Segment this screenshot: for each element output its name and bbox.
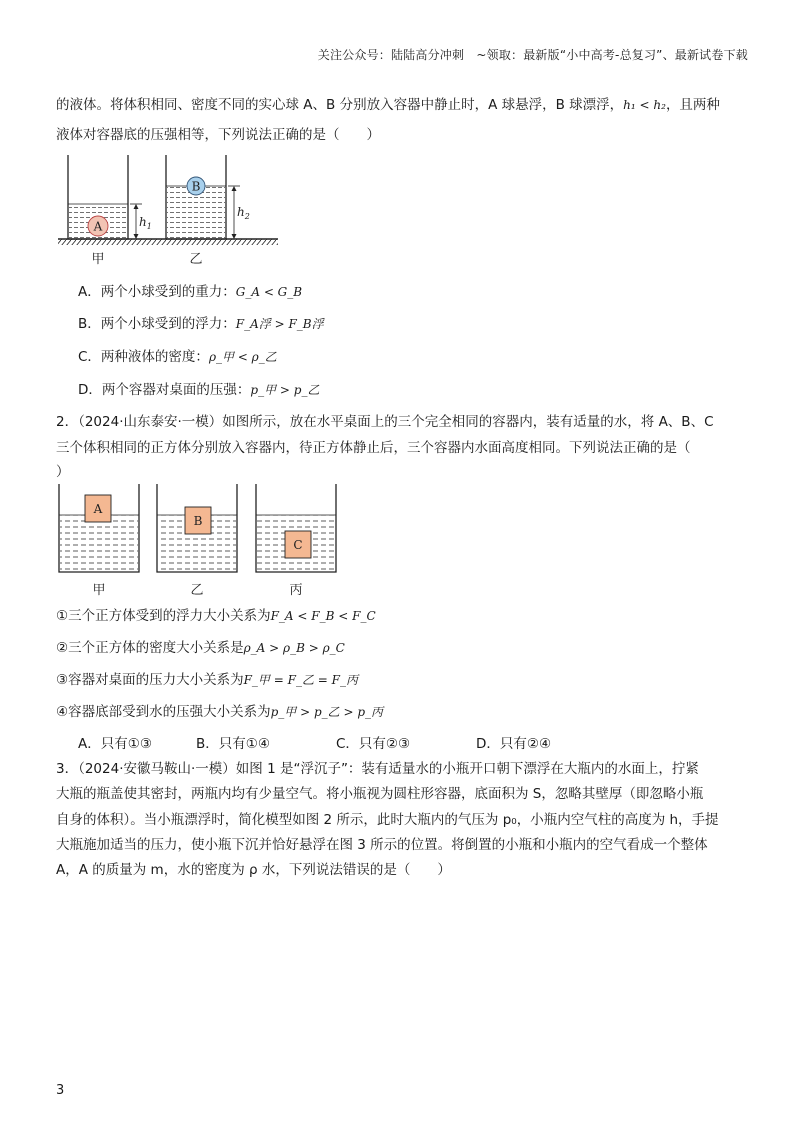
q1-option-b: B．两个小球受到的浮力：F_A浮 > F_B浮 [78, 316, 324, 332]
q3-line-5: A，A 的质量为 m，水的密度为 ρ 水，下列说法错误的是（ ） [56, 862, 451, 878]
q2-label-yi: 乙 [190, 583, 204, 598]
q1-h-inequality: h₁ < h₂ [623, 98, 666, 112]
q3-line-2: 大瓶的瓶盖使其密封，两瓶内均有少量空气。将小瓶视为圆柱形容器，底面积为 S，忽略其壁厚（即忽略小瓶 [56, 786, 704, 802]
q1-line-1 [56, 95, 720, 115]
q2-choice-b: B．只有①④ [196, 736, 270, 752]
q3-line-1: 3．（2024·安徽马鞍山·一模）如图 1 是“浮沉子”：装有适量水的小瓶开口朝下漂浮在大瓶内的水面上，拧紧 [56, 761, 699, 777]
q2-choice-c: C．只有②③ [336, 736, 411, 752]
container-yi [166, 155, 250, 239]
q1-line-1-text: 的液体。将体积相同、密度不同的实心球 A、B 分别放入容器中静止时，A 球悬浮，B 球漂浮， [56, 97, 624, 113]
label-jia: 甲 [91, 252, 105, 267]
q2-choice-d: D．只有②④ [476, 736, 552, 752]
ball-a-label: A [93, 219, 103, 234]
cube-a-label: A [93, 502, 103, 516]
q2-line-2: 三个体积相同的正方体分别放入容器内，待正方体静止后，三个容器内水面高度相同。下列说法正确的是（ [56, 440, 691, 456]
q2-container-bing [256, 484, 336, 572]
q2-statement-4: ④容器底部受到水的压强大小关系为p_甲 > p_乙 > p_丙 [56, 704, 384, 720]
q3-line-3: 自身的体积）。当小瓶漂浮时，简化模型如图 2 所示，此时大瓶内的气压为 p₀，小瓶内空气柱的高度为 h，手提 [56, 812, 719, 828]
q2-statement-2: ②三个正方体的密度大小关系是ρ_A > ρ_B > ρ_C [56, 640, 345, 656]
q1-option-a: A．两个小球受到的重力：G_A < G_B [78, 284, 303, 300]
q1-line-2: 液体对容器底的压强相等，下列说法正确的是（ ） [56, 127, 380, 143]
q2-container-jia [59, 484, 139, 572]
page-header: 关注公众号：陆陆高分冲刺 ~领取：最新版“小中高考-总复习”、最新试卷下载 [317, 48, 748, 62]
q2-label-jia: 甲 [92, 583, 106, 598]
q1-option-c: C．两种液体的密度：ρ_甲 < ρ_乙 [78, 349, 277, 365]
cube-c-label: C [293, 538, 303, 552]
ball-b-label: B [191, 179, 201, 194]
q2-statement-3: ③容器对桌面的压力大小关系为F_甲 = F_乙 = F_丙 [56, 672, 358, 688]
container-jia [68, 155, 152, 239]
q2-statement-1: ①三个正方体受到的浮力大小关系为F_A < F_B < F_C [56, 608, 376, 624]
q3-line-4: 大瓶施加适当的压力，使小瓶下沉并恰好悬浮在图 3 所示的位置。将倒置的小瓶和小瓶内的空气看成一个整体 [56, 837, 708, 853]
q2-choice-a: A．只有①③ [78, 736, 152, 752]
q2-line-3: ） [56, 464, 70, 480]
q2-line-1: 2．（2024·山东泰安·一模）如图所示，放在水平桌面上的三个完全相同的容器内，装有适量的水，将 A、B、C [56, 414, 714, 430]
q2-container-yi [157, 484, 237, 572]
q1-figure [56, 150, 286, 270]
h1-label: $h_1$ [139, 215, 152, 231]
q2-label-bing: 丙 [289, 583, 303, 598]
h2-label: $h_2$ [237, 205, 250, 221]
cube-b-label: B [193, 514, 203, 528]
q1-option-d: D．两个容器对桌面的压强：p_甲 > p_乙 [78, 382, 320, 398]
q1-line-1-tail: ，且两种 [665, 97, 720, 113]
label-yi: 乙 [189, 252, 203, 267]
q2-figure [56, 482, 366, 600]
page-number: 3 [56, 1083, 65, 1098]
